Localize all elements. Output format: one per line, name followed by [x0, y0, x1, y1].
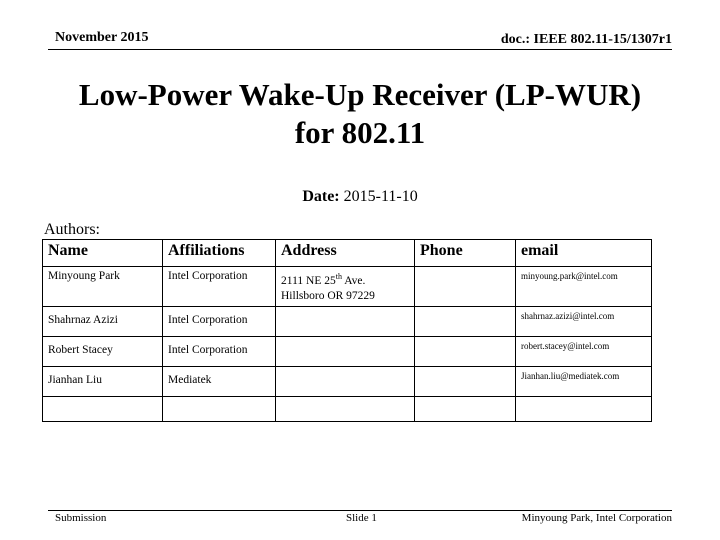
footer-author: Minyoung Park, Intel Corporation: [521, 512, 672, 524]
author-name: Jianhan Liu: [43, 366, 163, 396]
author-email: robert.stacey@intel.com: [516, 336, 652, 366]
column-header-affiliations: Affiliations: [163, 240, 276, 267]
footer-divider: [48, 510, 672, 511]
author-affiliation: Intel Corporation: [163, 267, 276, 307]
authors-table: [42, 239, 652, 422]
author-affiliation: Intel Corporation: [163, 336, 276, 366]
column-header-name: Name: [43, 240, 163, 267]
address-street-type: Ave.: [341, 274, 366, 287]
address-city: Hillsboro OR 97229: [281, 289, 375, 302]
slide-title: [40, 76, 680, 152]
empty-cell: [516, 396, 652, 421]
column-header-address: Address: [276, 240, 415, 267]
author-address: [276, 366, 415, 396]
footer-submission: Submission: [55, 512, 107, 524]
author-name: Shahrnaz Azizi: [43, 306, 163, 336]
table-row-empty: [43, 396, 652, 421]
author-affiliation: Intel Corporation: [163, 306, 276, 336]
address-street-number: 2111 NE 25: [281, 274, 336, 287]
address-street: [281, 272, 366, 287]
column-header-phone: Phone: [415, 240, 516, 267]
author-address: [276, 306, 415, 336]
table-row: [43, 336, 652, 366]
date-value: 2015-11-10: [343, 188, 418, 205]
table-row: [43, 306, 652, 336]
table-row: [43, 267, 652, 307]
empty-cell: [163, 396, 276, 421]
author-phone: [415, 366, 516, 396]
address-street-suffix: th: [335, 272, 342, 281]
column-header-email: email: [516, 240, 652, 267]
header-divider: [48, 49, 672, 50]
empty-cell: [43, 396, 163, 421]
empty-cell: [415, 396, 516, 421]
table-header-row: [43, 240, 652, 267]
author-name: Minyoung Park: [43, 267, 163, 307]
table-row: [43, 366, 652, 396]
header-date: November 2015: [55, 30, 149, 45]
author-email: shahrnaz.azizi@intel.com: [516, 306, 652, 336]
author-phone: [415, 306, 516, 336]
date-line: [0, 188, 720, 206]
date-label: Date:: [302, 188, 340, 205]
author-affiliation: Mediatek: [163, 366, 276, 396]
author-address: [276, 336, 415, 366]
title-line-2: for 802.11: [294, 115, 426, 150]
author-email: minyoung.park@intel.com: [516, 267, 652, 307]
author-address: [276, 267, 415, 307]
author-phone: [415, 336, 516, 366]
authors-label: Authors:: [44, 221, 100, 238]
footer-slide-number: Slide 1: [346, 512, 377, 524]
author-email: Jianhan.liu@mediatek.com: [516, 366, 652, 396]
author-phone: [415, 267, 516, 307]
empty-cell: [276, 396, 415, 421]
author-name: Robert Stacey: [43, 336, 163, 366]
title-line-1: Low-Power Wake-Up Receiver (LP-WUR): [78, 77, 642, 112]
header-doc-id: doc.: IEEE 802.11-15/1307r1: [500, 32, 672, 47]
